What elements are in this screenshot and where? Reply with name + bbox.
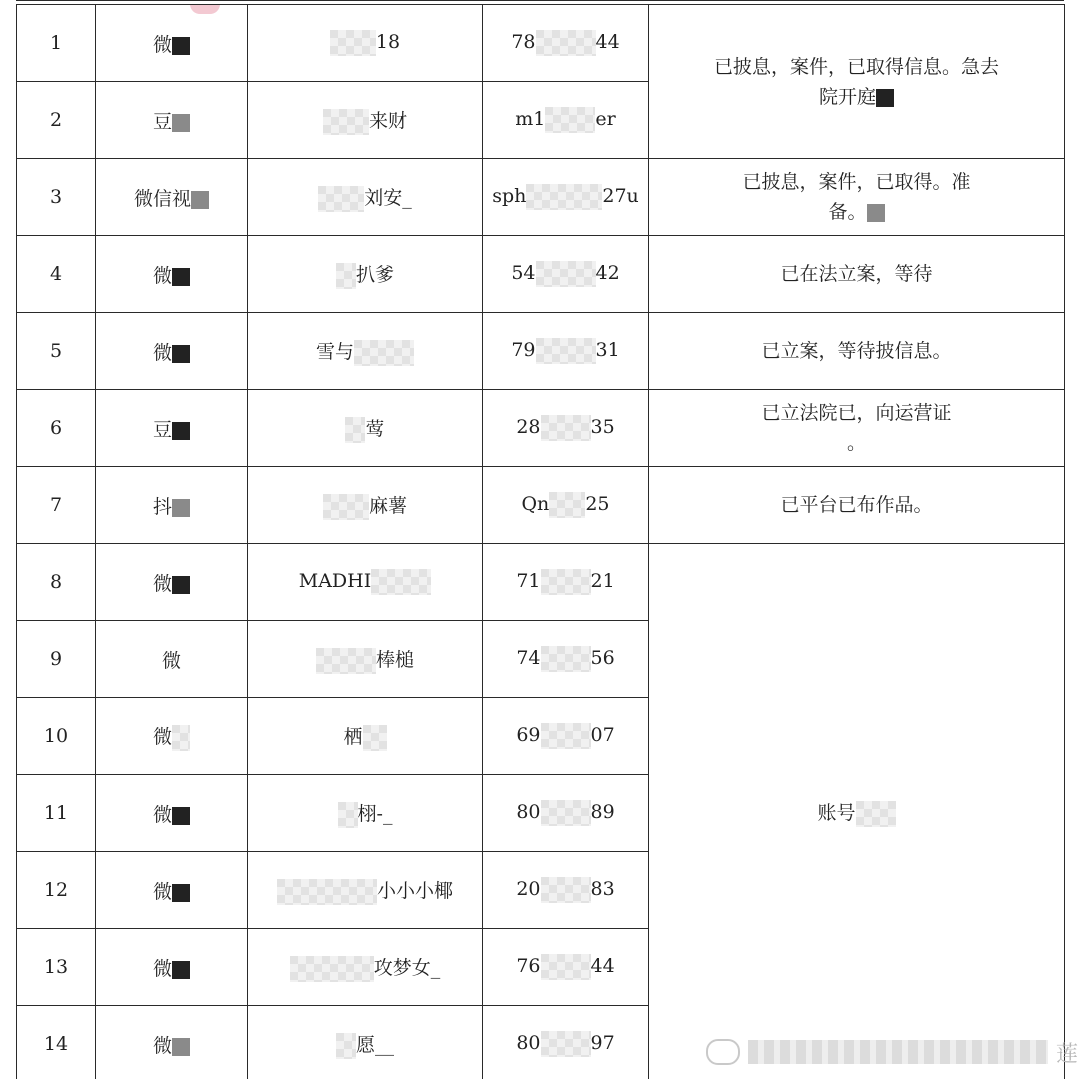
cell-account-id: 54 42 [483,236,649,313]
cell-account-id: 79 31 [483,313,649,390]
cell-status-note: 已披息，案件，已取得信息。急去 院开庭 [649,5,1065,159]
table-row [17,467,1065,544]
mosaic-blur [541,800,591,826]
mosaic-blur [545,107,595,133]
cell-platform: 微 [96,698,248,775]
mosaic-blur [323,494,369,520]
cell-account-id: 76 44 [483,929,649,1006]
cell-status-note: 已披息，案件，已取得。准 备。 [649,159,1065,236]
cell-platform: 微 [96,544,248,621]
cell-platform: 微 [96,852,248,929]
cell-platform: 豆 [96,82,248,159]
cell-status-note: 已平台已布作品。 [649,467,1065,544]
redaction-block [172,114,190,132]
redaction-block [172,1038,190,1056]
mosaic-blur [536,338,596,364]
mosaic-blur [526,184,602,210]
cell-nickname: 小小小椰 [248,852,483,929]
mosaic-blur [541,646,591,672]
redaction-block [172,884,190,902]
cell-index: 8 [17,544,96,621]
table-row [17,544,1065,621]
cell-account-id: 78 44 [483,5,649,82]
cell-index: 1 [17,5,96,82]
cell-account-id: 80 97 [483,1006,649,1079]
cell-index: 9 [17,621,96,698]
cell-nickname: 来财 [248,82,483,159]
mosaic-blur [541,569,591,595]
cell-status-note: 已在法立案，等待 [649,236,1065,313]
redaction-block [172,807,190,825]
mosaic-blur [336,263,356,289]
weibo-logo-icon [706,1039,740,1065]
redaction-block [867,204,885,222]
cell-nickname: 扒爹 [248,236,483,313]
mosaic-blur [330,30,376,56]
cell-status-note: 已立案，等待披信息。 [649,313,1065,390]
redaction-block [876,89,894,107]
redaction-block [172,576,190,594]
mosaic-blur [371,569,431,595]
redaction-block [172,37,190,55]
cell-nickname: 麻薯 [248,467,483,544]
cell-account-id: 80 89 [483,775,649,852]
watermark-text: 莲 [1056,1041,1079,1067]
cell-nickname: 愿__ [248,1006,483,1079]
redaction-block [172,422,190,440]
redaction-block [172,499,190,517]
cell-platform: 微 [96,621,248,698]
cell-nickname: 栖 [248,698,483,775]
cell-status-note: 账号 [649,544,1065,1079]
mosaic-blur [277,879,377,905]
cell-nickname: 栩-_ [248,775,483,852]
cell-nickname: 攻梦女_ [248,929,483,1006]
mosaic-blur [336,1033,356,1059]
cell-account-id: 74 56 [483,621,649,698]
mosaic-blur [536,30,596,56]
cell-platform: 微 [96,1006,248,1079]
cell-index: 5 [17,313,96,390]
cell-platform: 豆 [96,390,248,467]
mosaic-blur [748,1040,1048,1064]
table-row [17,236,1065,313]
cell-platform: 微 [96,929,248,1006]
cell-index: 11 [17,775,96,852]
cell-index: 14 [17,1006,96,1079]
mosaic-blur [363,725,387,751]
mosaic-blur [172,725,190,751]
cell-account-id: sph 27u [483,159,649,236]
table-row [17,159,1065,236]
cell-index: 6 [17,390,96,467]
cell-nickname: 雪与 [248,313,483,390]
cell-index: 3 [17,159,96,236]
cell-index: 2 [17,82,96,159]
cell-platform: 微 [96,5,248,82]
cell-index: 13 [17,929,96,1006]
mosaic-blur [541,415,591,441]
cell-account-id: m1 er [483,82,649,159]
cell-account-id: Qn 25 [483,467,649,544]
mosaic-blur [536,261,596,287]
cell-platform: 抖 [96,467,248,544]
cell-account-id: 20 83 [483,852,649,929]
cell-account-id: 28 35 [483,390,649,467]
mosaic-blur [549,492,585,518]
mosaic-blur [354,340,414,366]
redaction-block [172,345,190,363]
mosaic-blur [856,801,896,827]
cell-nickname: 刘安_ [248,159,483,236]
table-row [17,5,1065,82]
watermark [706,1032,1080,1072]
cell-index: 12 [17,852,96,929]
redaction-block [172,961,190,979]
mosaic-blur [541,954,591,980]
cell-index: 4 [17,236,96,313]
mosaic-blur [541,723,591,749]
redaction-block [191,191,209,209]
mosaic-blur [541,877,591,903]
mosaic-blur [338,802,358,828]
mosaic-blur [316,648,376,674]
cell-platform: 微 [96,313,248,390]
cell-platform: 微 [96,775,248,852]
cell-nickname: 莺 [248,390,483,467]
mosaic-blur [290,956,374,982]
cell-nickname: MADHI [248,544,483,621]
table-row [17,390,1065,467]
cell-index: 7 [17,467,96,544]
cell-platform: 微信视 [96,159,248,236]
table-row [17,313,1065,390]
cell-status-note: 已立法院已，向运营证 。 [649,390,1065,467]
cell-nickname: 棒槌 [248,621,483,698]
cell-index: 10 [17,698,96,775]
redaction-block [172,268,190,286]
cell-nickname: 18 [248,5,483,82]
cell-account-id: 69 07 [483,698,649,775]
cell-platform: 微 [96,236,248,313]
account-table [16,4,1065,1079]
mosaic-blur [345,417,365,443]
mosaic-blur [318,186,364,212]
mosaic-blur [541,1031,591,1057]
mosaic-blur [323,109,369,135]
cell-account-id: 71 21 [483,544,649,621]
